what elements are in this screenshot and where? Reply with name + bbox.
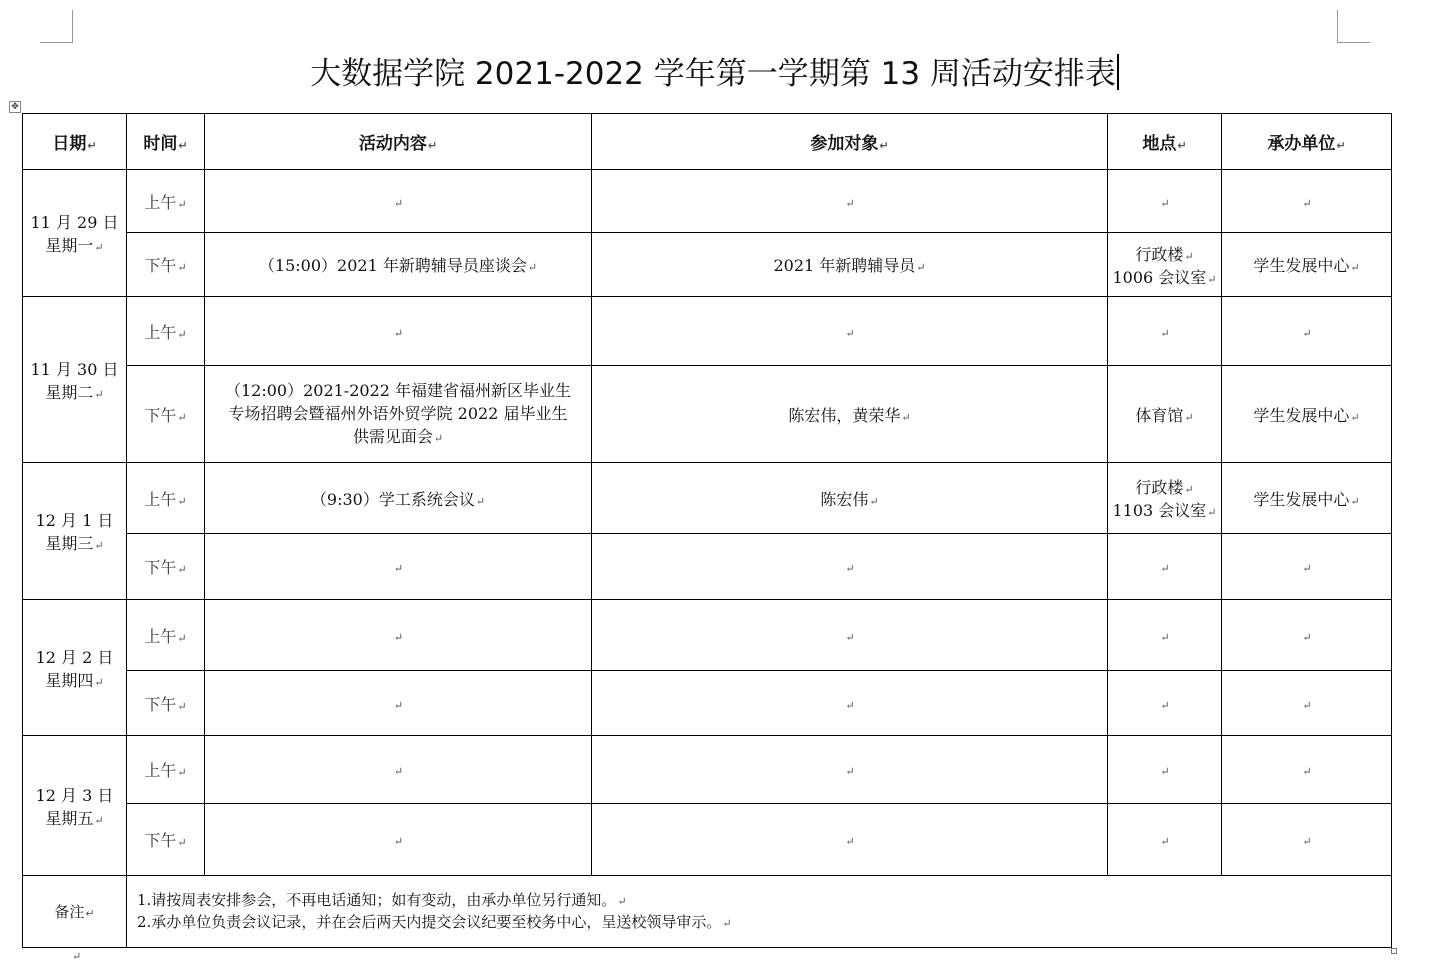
content-cell[interactable]: ↵ xyxy=(205,170,592,233)
content-cell[interactable]: （15:00）2021 年新聘辅导员座谈会↵ xyxy=(205,233,592,297)
content-cell[interactable]: ↵ xyxy=(205,600,592,671)
attendees-cell[interactable]: 陈宏伟↵ xyxy=(592,463,1108,534)
attendees-cell[interactable]: ↵ xyxy=(592,170,1108,233)
location-cell[interactable]: 体育馆↵ xyxy=(1108,366,1222,463)
content-cell[interactable]: （9:30）学工系统会议↵ xyxy=(205,463,592,534)
paragraph-mark: ↵ xyxy=(72,950,82,963)
time-cell[interactable]: 下午↵ xyxy=(127,671,205,736)
organizer-cell[interactable]: ↵ xyxy=(1222,297,1392,366)
table-row xyxy=(23,366,1392,463)
table-row xyxy=(23,463,1392,534)
content-cell[interactable]: ↵ xyxy=(205,804,592,876)
document-title[interactable] xyxy=(0,48,1429,93)
location-cell[interactable]: 行政楼↵ 1103 会议室↵ xyxy=(1108,463,1222,534)
date-cell[interactable]: 12 月 1 日 星期三↵ xyxy=(23,463,127,600)
attendees-cell[interactable]: ↵ xyxy=(592,600,1108,671)
content-cell[interactable]: ↵ xyxy=(205,736,592,804)
time-cell[interactable]: 下午↵ xyxy=(127,233,205,297)
attendees-cell[interactable]: ↵ xyxy=(592,534,1108,600)
organizer-cell[interactable]: ↵ xyxy=(1222,170,1392,233)
organizer-cell[interactable]: ↵ xyxy=(1222,736,1392,804)
time-cell[interactable]: 下午↵ xyxy=(127,804,205,876)
content-cell[interactable]: ↵ xyxy=(205,534,592,600)
table-move-handle-icon[interactable]: ✥ xyxy=(9,101,21,113)
table-row xyxy=(23,671,1392,736)
notes-cell[interactable]: 1.请按周表安排参会，不再电话通知；如有变动，由承办单位另行通知。↵ 2.承办单位负责会议记录，并在会后两天内提交会议纪要至校务中心，呈送校领导审示。↵ xyxy=(127,876,1392,948)
time-cell[interactable]: 下午↵ xyxy=(127,366,205,463)
attendees-cell[interactable]: ↵ xyxy=(592,736,1108,804)
location-cell[interactable]: ↵ xyxy=(1108,534,1222,600)
header-date[interactable]: 日期↵ xyxy=(23,114,127,170)
table-row xyxy=(23,233,1392,297)
header-organizer[interactable]: 承办单位↵ xyxy=(1222,114,1392,170)
organizer-cell[interactable]: 学生发展中心↵ xyxy=(1222,233,1392,297)
content-cell[interactable]: ↵ xyxy=(205,671,592,736)
table-resize-handle-icon[interactable] xyxy=(1391,948,1397,954)
attendees-cell[interactable]: ↵ xyxy=(592,297,1108,366)
table-row xyxy=(23,736,1392,804)
location-cell[interactable]: ↵ xyxy=(1108,804,1222,876)
attendees-cell[interactable]: ↵ xyxy=(592,804,1108,876)
note-line-1: 1.请按周表安排参会，不再电话通知；如有变动，由承办单位另行通知。 xyxy=(137,890,617,909)
location-cell[interactable]: ↵ xyxy=(1108,671,1222,736)
content-cell[interactable]: ↵ xyxy=(205,297,592,366)
location-cell[interactable]: ↵ xyxy=(1108,600,1222,671)
time-cell[interactable]: 上午↵ xyxy=(127,600,205,671)
time-cell[interactable]: 上午↵ xyxy=(127,297,205,366)
header-row xyxy=(23,114,1392,170)
header-location[interactable]: 地点↵ xyxy=(1108,114,1222,170)
time-cell[interactable]: 上午↵ xyxy=(127,736,205,804)
time-cell[interactable]: 上午↵ xyxy=(127,170,205,233)
content-cell[interactable]: （12:00）2021-2022 年福建省福州新区毕业生 专场招聘会暨福州外语外贸学院 2022 届毕业生 供需见面会↵ xyxy=(205,366,592,463)
schedule-table xyxy=(22,113,1392,948)
location-cell[interactable]: ↵ xyxy=(1108,736,1222,804)
crop-mark-top-right xyxy=(1337,10,1370,43)
note-line-2: 2.承办单位负责会议记录，并在会后两天内提交会议纪要至校务中心，呈送校领导审示。 xyxy=(137,912,722,931)
organizer-cell[interactable]: ↵ xyxy=(1222,804,1392,876)
date-cell[interactable]: 12 月 2 日 星期四↵ xyxy=(23,600,127,736)
table-row xyxy=(23,534,1392,600)
header-time[interactable]: 时间↵ xyxy=(127,114,205,170)
location-cell[interactable]: ↵ xyxy=(1108,170,1222,233)
organizer-cell[interactable]: 学生发展中心↵ xyxy=(1222,463,1392,534)
date-cell[interactable]: 11 月 29 日 星期一↵ xyxy=(23,170,127,297)
table-row xyxy=(23,297,1392,366)
notes-row xyxy=(23,876,1392,948)
time-cell[interactable]: 上午↵ xyxy=(127,463,205,534)
text-cursor xyxy=(1117,54,1119,90)
attendees-cell[interactable]: 2021 年新聘辅导员↵ xyxy=(592,233,1108,297)
date-cell[interactable]: 11 月 30 日 星期二↵ xyxy=(23,297,127,463)
organizer-cell[interactable]: ↵ xyxy=(1222,671,1392,736)
attendees-cell[interactable]: 陈宏伟，黄荣华↵ xyxy=(592,366,1108,463)
location-cell[interactable]: ↵ xyxy=(1108,297,1222,366)
location-cell[interactable]: 行政楼↵ 1006 会议室↵ xyxy=(1108,233,1222,297)
table-row xyxy=(23,170,1392,233)
header-attendees[interactable]: 参加对象↵ xyxy=(592,114,1108,170)
date-cell[interactable]: 12 月 3 日 星期五↵ xyxy=(23,736,127,876)
header-content[interactable]: 活动内容↵ xyxy=(205,114,592,170)
organizer-cell[interactable]: ↵ xyxy=(1222,534,1392,600)
organizer-cell[interactable]: ↵ xyxy=(1222,600,1392,671)
attendees-cell[interactable]: ↵ xyxy=(592,671,1108,736)
title-text: 大数据学院 2021-2022 学年第一学期第 13 周活动安排表 xyxy=(310,56,1116,92)
table-row xyxy=(23,804,1392,876)
crop-mark-top-left xyxy=(40,10,73,43)
notes-label-cell[interactable]: 备注↵ xyxy=(23,876,127,948)
table-row xyxy=(23,600,1392,671)
organizer-cell[interactable]: 学生发展中心↵ xyxy=(1222,366,1392,463)
time-cell[interactable]: 下午↵ xyxy=(127,534,205,600)
